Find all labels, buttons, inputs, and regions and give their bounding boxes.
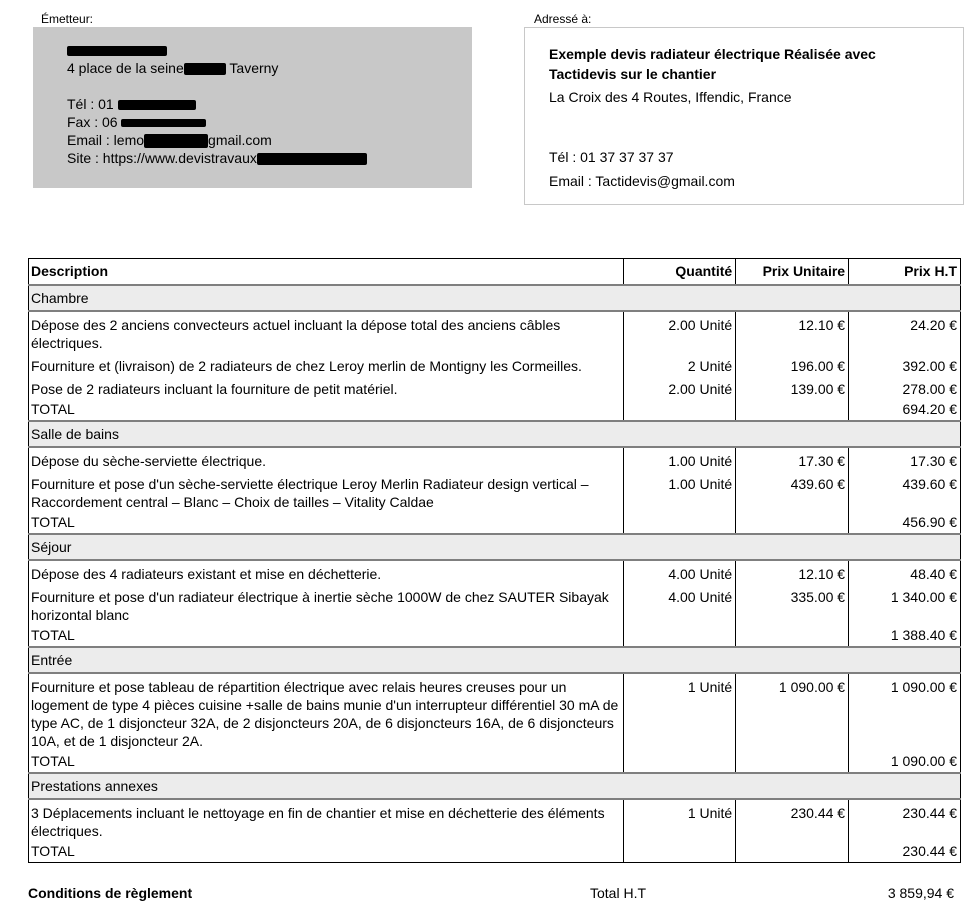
section-total-value: 230.44 € [849,841,961,863]
item-quantity: 2 Unité [624,353,736,376]
recipient-name: Exemple devis radiateur électrique Réalisée avec Tactidevis sur le chantier [549,46,876,82]
section-title: Séjour [29,534,961,560]
section-total-value: 694.20 € [849,399,961,421]
emitter-fax-prefix: Fax : 06 [67,114,118,130]
table-row [29,353,961,376]
table-row [29,311,961,353]
emitter-fax [67,113,472,131]
section-total-row [29,841,961,863]
section-total-empty-qty [624,625,736,647]
item-description: Fourniture et (livraison) de 2 radiateurs de chez Leroy merlin de Montigny les Cormeilles. [29,353,624,376]
section-total-empty-pu [736,399,849,421]
redacted-postcode [184,63,226,75]
item-quantity: 2.00 Unité [624,376,736,399]
section-total-empty-qty [624,751,736,773]
header-unit-price: Prix Unitaire [736,259,849,286]
item-price-ht: 1 340.00 € [849,584,961,625]
emitter-email-prefix: Email : lemo [67,132,145,148]
table-row [29,673,961,751]
item-description: Fourniture et pose d'un sèche-serviette électrique Leroy Merlin Radiateur design vertical – Raccordement central – Blanc – Choix de tailles – Vitality Caldae [29,471,624,512]
section-total-empty-qty [624,399,736,421]
table-row [29,447,961,471]
table-header-row [29,259,961,286]
section-total-empty-pu [736,841,849,863]
section-total-row [29,751,961,773]
item-quantity: 4.00 Unité [624,560,736,584]
table-row [29,560,961,584]
item-unit-price: 439.60 € [736,471,849,512]
emitter-site [67,149,472,167]
quote-body [29,285,961,863]
section-row [29,534,961,560]
redacted-fax [121,119,206,127]
section-total-value: 1 090.00 € [849,751,961,773]
item-price-ht: 17.30 € [849,447,961,471]
item-description: 3 Déplacements incluant le nettoyage en fin de chantier et mise en déchetterie des éléments électriques. [29,799,624,841]
section-total-row [29,399,961,421]
emitter-site-prefix: Site : https://www.devistravaux [67,150,257,166]
recipient-label: Adressé à: [534,12,592,26]
item-quantity: 4.00 Unité [624,584,736,625]
section-total-label: TOTAL [29,841,624,863]
recipient-email: Email : Tactidevis@gmail.com [549,173,735,189]
item-unit-price: 17.30 € [736,447,849,471]
emitter-address-line [67,59,472,77]
item-price-ht: 278.00 € [849,376,961,399]
emitter-tel-prefix: Tél : 01 [67,96,114,112]
section-total-empty-pu [736,751,849,773]
item-description: Fourniture et pose tableau de répartition électrique avec relais heures creuses pour un logement de type 4 pièces cuisine +salle de bains munie d'un interrupteur différentiel 30 mA de type AC, de 1 disjoncteur 32A, de 2 disjoncteurs 20A, de 6 disjoncteurs 16A, de 6 disjoncteurs 10A, et de 1 disjoncteur 2A. [29,673,624,751]
table-row [29,799,961,841]
header-price-ht: Prix H.T [849,259,961,286]
section-total-label: TOTAL [29,751,624,773]
item-unit-price: 335.00 € [736,584,849,625]
section-total-row [29,625,961,647]
section-title: Salle de bains [29,421,961,447]
section-row [29,773,961,799]
table-row [29,584,961,625]
section-total-empty-pu [736,625,849,647]
payment-conditions-label: Conditions de règlement [28,885,193,901]
item-description: Dépose du sèche-serviette électrique. [29,447,624,471]
item-price-ht: 439.60 € [849,471,961,512]
item-unit-price: 12.10 € [736,311,849,353]
section-total-empty-qty [624,512,736,534]
section-total-empty-pu [736,512,849,534]
emitter-name [67,41,472,59]
total-ht-value: 3 859,94 € [887,885,954,901]
redacted-email [144,134,208,148]
table-row [29,471,961,512]
section-row [29,647,961,673]
item-quantity: 1.00 Unité [624,447,736,471]
section-total-label: TOTAL [29,625,624,647]
recipient-tel: Tél : 01 37 37 37 37 [549,149,674,165]
item-description: Pose de 2 radiateurs incluant la fourniture de petit matériel. [29,376,624,399]
item-quantity: 1 Unité [624,673,736,751]
emitter-email [67,131,472,149]
quote-table [28,258,961,863]
item-description: Fourniture et pose d'un radiateur électrique à inertie sèche 1000W de chez SAUTER Sibayak horizontal blanc [29,584,624,625]
total-ht-label: Total H.T [590,885,647,901]
section-total-empty-qty [624,841,736,863]
section-total-value: 456.90 € [849,512,961,534]
item-description: Dépose des 4 radiateurs existant et mise en déchetterie. [29,560,624,584]
header-description: Description [29,259,624,286]
section-row [29,421,961,447]
redacted-name [67,46,167,56]
item-quantity: 2.00 Unité [624,311,736,353]
section-total-label: TOTAL [29,399,624,421]
item-price-ht: 48.40 € [849,560,961,584]
item-unit-price: 139.00 € [736,376,849,399]
item-unit-price: 230.44 € [736,799,849,841]
emitter-address: 4 place de la seine [67,60,184,76]
section-total-value: 1 388.40 € [849,625,961,647]
item-quantity: 1.00 Unité [624,471,736,512]
item-unit-price: 196.00 € [736,353,849,376]
section-total-row [29,512,961,534]
item-quantity: 1 Unité [624,799,736,841]
section-title: Entrée [29,647,961,673]
redacted-site [257,153,367,165]
item-price-ht: 230.44 € [849,799,961,841]
item-price-ht: 24.20 € [849,311,961,353]
table-row [29,376,961,399]
emitter-tel [67,95,472,113]
redacted-tel [118,100,196,110]
item-price-ht: 392.00 € [849,353,961,376]
item-unit-price: 1 090.00 € [736,673,849,751]
item-price-ht: 1 090.00 € [849,673,961,751]
emitter-label: Émetteur: [41,12,94,26]
recipient-box [524,27,964,205]
section-title: Chambre [29,285,961,311]
item-description: Dépose des 2 anciens convecteurs actuel incluant la dépose total des anciens câbles électriques. [29,311,624,353]
section-title: Prestations annexes [29,773,961,799]
section-row [29,285,961,311]
emitter-city: Taverny [229,60,279,76]
recipient-address: La Croix des 4 Routes, Iffendic, France [549,89,792,105]
item-unit-price: 12.10 € [736,560,849,584]
section-total-label: TOTAL [29,512,624,534]
emitter-email-suffix: gmail.com [208,132,272,148]
emitter-box [33,27,472,188]
header-quantity: Quantité [624,259,736,286]
